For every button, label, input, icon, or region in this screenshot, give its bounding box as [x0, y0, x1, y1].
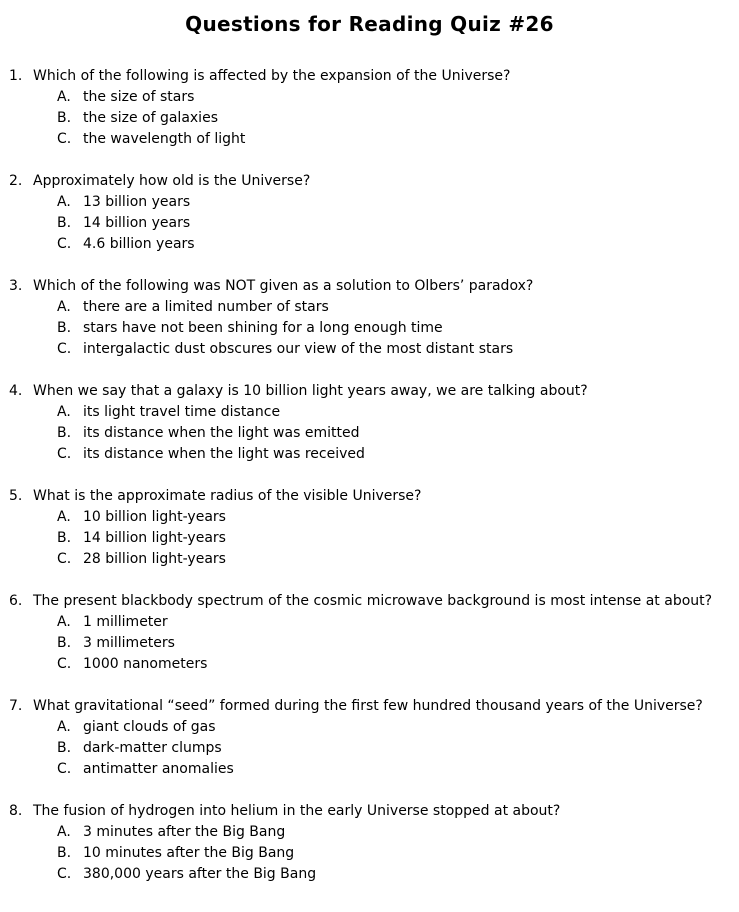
question-number: 4.: [9, 383, 23, 399]
question-number: 6.: [9, 593, 23, 609]
option-item: [57, 213, 734, 234]
option-text: 1000 nanometers: [83, 656, 208, 672]
option-item: [57, 339, 734, 360]
option-item: [57, 297, 734, 318]
option-list: [9, 507, 734, 570]
option-text: 1 millimeter: [83, 614, 168, 630]
option-text: 10 billion light-years: [83, 509, 226, 525]
option-item: [57, 633, 734, 654]
option-text: giant clouds of gas: [83, 719, 216, 735]
option-letter: C.: [57, 656, 72, 672]
option-item: [57, 423, 734, 444]
option-text: 13 billion years: [83, 194, 191, 210]
question-text: Which of the following is affected by the expansion of the Universe?: [33, 68, 511, 84]
question-text: Which of the following was NOT given as a solution to Olbers’ paradox?: [33, 278, 534, 294]
option-text: the size of stars: [83, 89, 195, 105]
option-list: [9, 87, 734, 150]
option-item: [57, 843, 734, 864]
question-number: 2.: [9, 173, 23, 189]
option-letter: B.: [57, 740, 72, 756]
option-item: [57, 129, 734, 150]
question-item: [9, 696, 734, 780]
option-letter: A.: [57, 719, 71, 735]
option-item: [57, 234, 734, 255]
question-line: [9, 696, 734, 717]
option-text: the wavelength of light: [83, 131, 246, 147]
option-item: [57, 612, 734, 633]
question-text: What is the approximate radius of the visible Universe?: [33, 488, 422, 504]
option-letter: B.: [57, 320, 72, 336]
option-text: 380,000 years after the Big Bang: [83, 866, 317, 882]
option-text: its light travel time distance: [83, 404, 281, 420]
option-item: [57, 822, 734, 843]
option-letter: A.: [57, 509, 71, 525]
question-item: [9, 66, 734, 150]
option-item: [57, 444, 734, 465]
question-item: [9, 381, 734, 465]
option-text: 4.6 billion years: [83, 236, 195, 252]
question-text: Approximately how old is the Universe?: [33, 173, 311, 189]
option-letter: C.: [57, 446, 72, 462]
question-item: [9, 171, 734, 255]
option-letter: A.: [57, 404, 71, 420]
option-letter: B.: [57, 110, 72, 126]
option-list: [9, 297, 734, 360]
question-line: [9, 276, 734, 297]
option-item: [57, 528, 734, 549]
question-item: [9, 801, 734, 885]
option-item: [57, 507, 734, 528]
option-item: [57, 738, 734, 759]
question-line: [9, 486, 734, 507]
option-letter: C.: [57, 551, 72, 567]
question-text: The fusion of hydrogen into helium in the early Universe stopped at about?: [33, 803, 561, 819]
question-item: [9, 486, 734, 570]
option-letter: A.: [57, 194, 71, 210]
option-letter: C.: [57, 131, 72, 147]
option-letter: B.: [57, 845, 72, 861]
option-list: [9, 612, 734, 675]
option-letter: C.: [57, 761, 72, 777]
question-line: [9, 801, 734, 822]
option-item: [57, 717, 734, 738]
page-title: Questions for Reading Quiz #26: [185, 12, 554, 36]
question-text: What gravitational “seed” formed during the first few hundred thousand years of the Universe?: [33, 698, 703, 714]
question-number: 1.: [9, 68, 23, 84]
option-item: [57, 108, 734, 129]
question-number: 3.: [9, 278, 23, 294]
option-list: [9, 822, 734, 885]
option-text: the size of galaxies: [83, 110, 218, 126]
option-text: 14 billion light-years: [83, 530, 226, 546]
option-list: [9, 192, 734, 255]
option-letter: C.: [57, 866, 72, 882]
option-letter: C.: [57, 341, 72, 357]
question-item: [9, 276, 734, 360]
question-number: 7.: [9, 698, 23, 714]
option-list: [9, 717, 734, 780]
question-text: The present blackbody spectrum of the cosmic microwave background is most intense at about?: [33, 593, 713, 609]
option-text: antimatter anomalies: [83, 761, 234, 777]
option-item: [57, 192, 734, 213]
option-item: [57, 318, 734, 339]
option-item: [57, 402, 734, 423]
option-text: stars have not been shining for a long enough time: [83, 320, 443, 336]
option-item: [57, 864, 734, 885]
option-letter: A.: [57, 89, 71, 105]
option-text: dark-matter clumps: [83, 740, 222, 756]
option-item: [57, 654, 734, 675]
question-line: [9, 171, 734, 192]
option-letter: A.: [57, 824, 71, 840]
option-list: [9, 402, 734, 465]
option-text: its distance when the light was received: [83, 446, 365, 462]
option-letter: C.: [57, 236, 72, 252]
question-line: [9, 591, 734, 612]
option-text: 10 minutes after the Big Bang: [83, 845, 295, 861]
option-letter: A.: [57, 299, 71, 315]
option-letter: B.: [57, 425, 72, 441]
option-letter: A.: [57, 614, 71, 630]
question-text: When we say that a galaxy is 10 billion light years away, we are talking about?: [33, 383, 588, 399]
option-item: [57, 549, 734, 570]
option-text: intergalactic dust obscures our view of the most distant stars: [83, 341, 514, 357]
option-text: 14 billion years: [83, 215, 191, 231]
option-letter: B.: [57, 530, 72, 546]
option-text: there are a limited number of stars: [83, 299, 329, 315]
question-line: [9, 66, 734, 87]
question-number: 8.: [9, 803, 23, 819]
question-line: [9, 381, 734, 402]
option-text: 3 millimeters: [83, 635, 175, 651]
option-text: 28 billion light-years: [83, 551, 226, 567]
option-text: its distance when the light was emitted: [83, 425, 360, 441]
option-item: [57, 87, 734, 108]
option-letter: B.: [57, 635, 72, 651]
question-number: 5.: [9, 488, 23, 504]
option-text: 3 minutes after the Big Bang: [83, 824, 286, 840]
option-item: [57, 759, 734, 780]
option-letter: B.: [57, 215, 72, 231]
question-item: [9, 591, 734, 675]
